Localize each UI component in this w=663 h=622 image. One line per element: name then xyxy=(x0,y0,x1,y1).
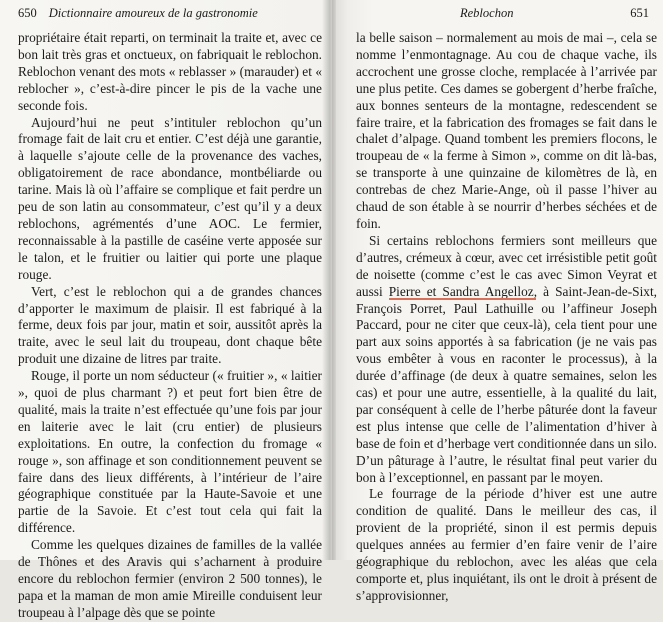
paragraph: Aujourd’hui ne peut s’intituler reblochon qu’un fromage fait de lait cru et entier. C’est déjà une garantie, à laquelle s’ajoute celle de la provenance des vaches, obligatoirement de race abondance, montbéliarde ou tarine. Mais là où l’affaire se complique et fait perdre un peu de son latin au consommateur, c’est qu’il y a deux reblochons, agrémentés d’une AOC. Le fermier, reconnaissable à la pastille de caséine verte apposée sur le talon, et le fruitier ou laitier qui porte une plaque rouge. xyxy=(18,114,322,282)
right-page xyxy=(332,0,663,603)
left-running-head: Dictionnaire amoureux de la gastronomie xyxy=(48,6,258,20)
underlined-names: Pierre et Sandra Angelloz xyxy=(388,283,534,299)
paragraph: Le fourrage de la période d’hiver est une autre condition de qualité. Dans le meilleur des cas, il provient de la propriété, sinon il est permis depuis quelques années au fermier d’en faire venir de l’aire géographique du reblochon, avec les aléas que cela comporte et, plus inquiétant, ils ont le droit à présent de s’approvisionner, xyxy=(356,486,657,603)
paragraph-text: , à Saint-Jean-de-Sixt, François Porret, Paul Lathuille ou l’affineur Joseph Paccard, pour ne citer que ceux-là), cela tient pour une part aux soins apportés à sa fabrication (je ne vais pas vous embêter à vous en raconter le processus), à la durée d’affinage (de deux à quatre semaines, selon les cas) et pour une autre, essentielle, à la qualité du lait, par conséquent à celle de l’herbe pâturée dont la faveur est plus intense que celle de l’alimentation d’hiver à base de foin et d’herbage vert conditionnée dans un silo. D’un pâturage à l’autre, le résultat final peut varier du bon à l’exceptionnel, en passant par le moyen. xyxy=(356,283,658,485)
paragraph: propriétaire était reparti, on terminait la traite et, avec ce bon lait très gras et onctueux, on fabriquait le reblochon. Reblochon venant des mots « reblasser » (marauder) et « reblocher », c’est-à-dire pincer le pis de la vache une seconde fois. xyxy=(18,30,322,113)
paragraph-text: Si certains reblochons fermiers sont meilleurs que d’autres, crémeux à cœur, avec cet irrésistible petit goût de noisette (comme c’est le cas avec Simon Veyrat et aussi xyxy=(356,232,657,299)
left-page-header xyxy=(18,6,322,28)
right-page-header xyxy=(356,6,657,28)
right-page-text xyxy=(356,30,657,605)
right-page-number: 651 xyxy=(630,6,649,20)
paragraph: Vert, c’est le reblochon qui a de grandes chances d’apporter le maximum de plaisir. Il est fabriqué à la ferme, deux fois par jour, matin et soir, aussitôt après la traite, avec le seul lait du troupeau, dont chaque bête produit une dizaine de litres par traite. xyxy=(18,283,322,367)
left-page xyxy=(0,0,332,620)
paragraph-with-highlight xyxy=(356,233,657,487)
right-running-head: Reblochon xyxy=(460,6,514,20)
left-page-text xyxy=(18,30,322,622)
paragraph: Rouge, il porte un nom séducteur (« fruitier », « laitier », quoi de plus charmant ?) et peut fort bien être de qualité, mais la traite n’est effectuée qu’une fois par jour en laiterie avec le lait (cru entier) de plusieurs exploitations. En outre, la confection du fromage « rouge », son affinage et son conditionnement peuvent se faire dans des lieux différents, à l’intérieur de l’aire géographique constituée par la Haute-Savoie et une partie de la Savoie. Et c’est tout cela qui fait la différence. xyxy=(18,368,322,536)
left-page-number: 650 xyxy=(18,6,37,20)
paragraph: Comme les quelques dizaines de familles de la vallée de Thônes et des Aravis qui s’acharnent à produire encore du reblochon fermier (environ 2 500 tonnes), le papa et la maman de mon amie Mireille conduisent leur troupeau à l’alpage dès que se pointe xyxy=(18,537,322,620)
paragraph: la belle saison – normalement au mois de mai –, cela se nomme l’enmontagnage. Au cou de chaque vache, ils accrochent une grosse cloche, remplacée à l’arrivée par une plus petite. Ces dames se gobergent d’herbe fraîche, aux bonnes senteurs de la montagne, redescendent se faire traire, et la fabrication des fromages se fait dans le chalet d’alpage. Quand tombent les premiers flocons, le troupeau de « la ferme à Simon », comme on dit là-bas, se transporte à une quinzaine de kilomètres de là, en contrebas de chez Marie-Ange, où il passe l’hiver au chaud de son étable à se nourrir d’herbes séchées et de foin. xyxy=(356,30,657,231)
